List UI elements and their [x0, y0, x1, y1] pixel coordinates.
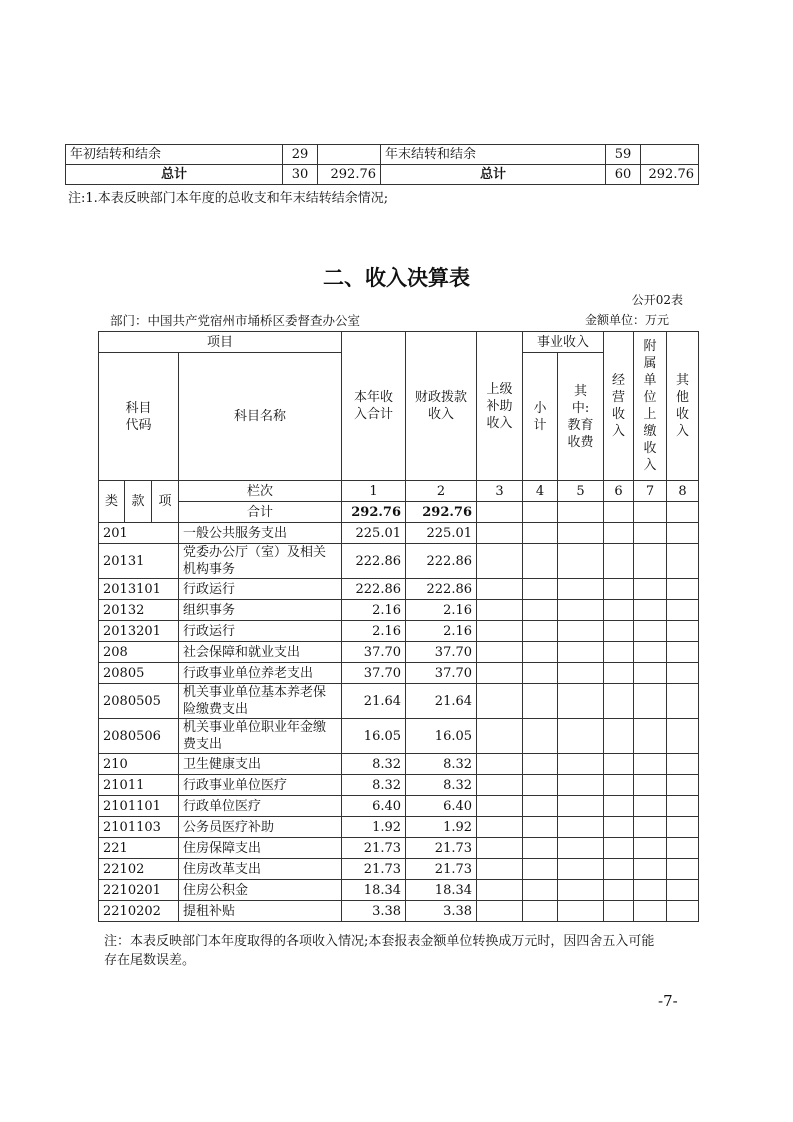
empty-cell: [558, 775, 604, 796]
summary-table: [65, 144, 699, 185]
row-code: 20131: [99, 544, 179, 579]
header-lei: 类: [99, 481, 125, 523]
unit-label: 金额单位：万元: [584, 313, 669, 327]
row-code: 2013101: [99, 579, 179, 600]
row-name: 行政事业单位医疗: [179, 775, 342, 796]
row-fiscal: 16.05: [406, 719, 477, 754]
empty-cell: [667, 754, 699, 775]
table-row: [66, 165, 699, 185]
row-total: 18.34: [342, 880, 406, 901]
empty-cell: [477, 663, 523, 684]
empty-cell: [477, 901, 523, 922]
row-name: 住房保障支出: [179, 838, 342, 859]
empty-cell: [477, 838, 523, 859]
row-fiscal: 8.32: [406, 775, 477, 796]
row-fiscal: 2.16: [406, 621, 477, 642]
table-row: [99, 719, 699, 754]
table-row: [99, 579, 699, 600]
empty-cell: [604, 684, 634, 719]
empty-cell: [634, 838, 667, 859]
sum-total: 292.76: [342, 502, 406, 523]
left-no: 29: [283, 145, 318, 165]
header-business: 事业收入: [523, 332, 604, 353]
empty-cell: [523, 796, 558, 817]
header-code: 科目 代码: [99, 353, 179, 481]
row-fiscal: 6.40: [406, 796, 477, 817]
empty-cell: [523, 817, 558, 838]
empty-cell: [558, 600, 604, 621]
row-fiscal: 8.32: [406, 754, 477, 775]
empty-cell: [634, 621, 667, 642]
table-row: [99, 684, 699, 719]
column-label: 栏次: [179, 481, 342, 502]
empty-cell: [558, 544, 604, 579]
empty-cell: [667, 859, 699, 880]
empty-cell: [634, 642, 667, 663]
row-name: 党委办公厅（室）及相关机构事务: [179, 544, 342, 579]
income-table: [98, 331, 699, 922]
empty-cell: [667, 817, 699, 838]
empty-cell: [477, 579, 523, 600]
empty-cell: [477, 859, 523, 880]
empty-cell: [558, 859, 604, 880]
empty-cell: [667, 642, 699, 663]
empty-cell: [634, 579, 667, 600]
empty-cell: [604, 544, 634, 579]
empty-cell: [523, 621, 558, 642]
empty-cell: [523, 544, 558, 579]
empty-cell: [667, 880, 699, 901]
empty-cell: [604, 880, 634, 901]
row-total: 21.64: [342, 684, 406, 719]
empty-cell: [523, 579, 558, 600]
row-fiscal: 3.38: [406, 901, 477, 922]
empty-cell: [667, 600, 699, 621]
empty-cell: [634, 796, 667, 817]
row-name: 卫生健康支出: [179, 754, 342, 775]
empty-cell: [604, 796, 634, 817]
empty-cell: [667, 663, 699, 684]
empty-cell: [477, 880, 523, 901]
empty-cell: [558, 838, 604, 859]
col-num: 5: [558, 481, 604, 502]
table-row: [99, 754, 699, 775]
table-row: [99, 544, 699, 579]
sum-fiscal: 292.76: [406, 502, 477, 523]
row-code: 2080505: [99, 684, 179, 719]
empty-cell: [634, 684, 667, 719]
row-total: 2.16: [342, 621, 406, 642]
col-num: 4: [523, 481, 558, 502]
row-code: 2101101: [99, 796, 179, 817]
table-row: [99, 796, 699, 817]
sum-label: 合计: [179, 502, 342, 523]
empty-cell: [667, 621, 699, 642]
row-code: 2080506: [99, 719, 179, 754]
empty-cell: [634, 600, 667, 621]
row-code: 20132: [99, 600, 179, 621]
empty-cell: [523, 754, 558, 775]
empty-cell: [604, 523, 634, 544]
empty-cell: [523, 838, 558, 859]
table-row: [66, 145, 699, 165]
empty-cell: [523, 684, 558, 719]
empty-cell: [477, 544, 523, 579]
right-label: 年末结转和结余: [381, 145, 606, 165]
form-number: 公开02表: [631, 293, 683, 307]
right-no: 59: [606, 145, 641, 165]
empty-cell: [604, 719, 634, 754]
empty-cell: [604, 754, 634, 775]
header-item: 项目: [99, 332, 342, 353]
row-name: 公务员医疗补助: [179, 817, 342, 838]
empty-cell: [634, 817, 667, 838]
row-name: 一般公共服务支出: [179, 523, 342, 544]
table-row: [99, 642, 699, 663]
row-name: 提租补贴: [179, 901, 342, 922]
table-row: [99, 600, 699, 621]
empty-cell: [477, 775, 523, 796]
table-row: [99, 775, 699, 796]
header-name: 科目名称: [179, 353, 342, 481]
empty-cell: [523, 642, 558, 663]
header-subtotal: 小 计: [523, 353, 558, 481]
row-name: 行政事业单位养老支出: [179, 663, 342, 684]
row-code: 221: [99, 838, 179, 859]
header-total: 本年收 入合计: [342, 332, 406, 481]
left-val: 292.76: [318, 165, 381, 185]
empty-cell: [667, 579, 699, 600]
empty-cell: [667, 838, 699, 859]
row-code: 2210201: [99, 880, 179, 901]
empty-cell: [634, 775, 667, 796]
row-fiscal: 21.73: [406, 838, 477, 859]
empty-cell: [604, 901, 634, 922]
row-total: 6.40: [342, 796, 406, 817]
empty-cell: [523, 880, 558, 901]
empty-cell: [558, 719, 604, 754]
col-num: 7: [634, 481, 667, 502]
row-name: 社会保障和就业支出: [179, 642, 342, 663]
empty-cell: [604, 642, 634, 663]
row-code: 2101103: [99, 817, 179, 838]
header-xiang: 项: [152, 481, 179, 523]
col-num: 8: [667, 481, 699, 502]
empty-cell: [667, 796, 699, 817]
row-total: 21.73: [342, 838, 406, 859]
header-affiliated: 附 属 单 位 上 缴 收 入: [634, 332, 667, 481]
row-total: 2.16: [342, 600, 406, 621]
empty-cell: [604, 663, 634, 684]
table-row: [99, 663, 699, 684]
row-code: 208: [99, 642, 179, 663]
row-code: 201: [99, 523, 179, 544]
page-number: -7-: [658, 992, 678, 1010]
row-name: 行政运行: [179, 579, 342, 600]
empty-cell: [477, 719, 523, 754]
row-fiscal: 21.64: [406, 684, 477, 719]
row-name: 住房改革支出: [179, 859, 342, 880]
row-name: 组织事务: [179, 600, 342, 621]
left-label: 年初结转和结余: [66, 145, 283, 165]
row-code: 21011: [99, 775, 179, 796]
row-total: 3.38: [342, 901, 406, 922]
empty-cell: [523, 901, 558, 922]
row-fiscal: 21.73: [406, 859, 477, 880]
empty-cell: [558, 642, 604, 663]
row-code: 2013201: [99, 621, 179, 642]
section-title: 二、收入决算表: [323, 266, 470, 290]
empty-cell: [477, 621, 523, 642]
row-name: 机关事业单位职业年金缴费支出: [179, 719, 342, 754]
table-row: [99, 621, 699, 642]
row-name: 住房公积金: [179, 880, 342, 901]
empty-cell: [477, 796, 523, 817]
empty-cell: [558, 901, 604, 922]
empty-cell: [604, 775, 634, 796]
row-fiscal: 222.86: [406, 579, 477, 600]
empty-cell: [523, 600, 558, 621]
row-code: 22102: [99, 859, 179, 880]
empty-cell: [477, 523, 523, 544]
empty-cell: [667, 901, 699, 922]
right-label: 总计: [381, 165, 606, 185]
row-code: 20805: [99, 663, 179, 684]
empty-cell: [523, 859, 558, 880]
header-superior: 上级 补助 收入: [477, 332, 523, 481]
row-total: 21.73: [342, 859, 406, 880]
row-code: 2210202: [99, 901, 179, 922]
row-name: 机关事业单位基本养老保险缴费支出: [179, 684, 342, 719]
header-kuan: 款: [125, 481, 152, 523]
empty-cell: [634, 754, 667, 775]
col-num: 3: [477, 481, 523, 502]
empty-cell: [604, 817, 634, 838]
row-fiscal: 37.70: [406, 663, 477, 684]
table-row: [99, 880, 699, 901]
row-total: 37.70: [342, 663, 406, 684]
row-name: 行政运行: [179, 621, 342, 642]
empty-cell: [667, 775, 699, 796]
empty-cell: [477, 684, 523, 719]
empty-cell: [634, 523, 667, 544]
income-note: 注：本表反映部门本年度取得的各项收入情况;本套报表金额单位转换成万元时，因四舍五入可能存在尾数误差。: [104, 934, 655, 968]
empty-cell: [667, 719, 699, 754]
row-code: 210: [99, 754, 179, 775]
empty-cell: [558, 796, 604, 817]
empty-cell: [477, 642, 523, 663]
empty-cell: [667, 544, 699, 579]
empty-cell: [667, 684, 699, 719]
row-fiscal: 222.86: [406, 544, 477, 579]
row-total: 1.92: [342, 817, 406, 838]
empty-cell: [558, 880, 604, 901]
header-fiscal: 财政拨款 收入: [406, 332, 477, 481]
empty-cell: [523, 663, 558, 684]
header-operating: 经 营 收 入: [604, 332, 634, 481]
row-total: 222.86: [342, 579, 406, 600]
empty-cell: [477, 754, 523, 775]
empty-cell: [558, 523, 604, 544]
table-row: [99, 859, 699, 880]
row-total: 8.32: [342, 775, 406, 796]
col-num: 1: [342, 481, 406, 502]
right-val: [641, 145, 699, 165]
row-fiscal: 2.16: [406, 600, 477, 621]
row-name: 行政单位医疗: [179, 796, 342, 817]
right-no: 60: [606, 165, 641, 185]
row-total: 225.01: [342, 523, 406, 544]
empty-cell: [477, 817, 523, 838]
table-row: [99, 523, 699, 544]
row-total: 222.86: [342, 544, 406, 579]
empty-cell: [634, 544, 667, 579]
empty-cell: [604, 838, 634, 859]
empty-cell: [634, 663, 667, 684]
summary-note: 注:1.本表反映部门本年度的总收支和年末结转结余情况;: [68, 191, 389, 206]
empty-cell: [604, 621, 634, 642]
empty-cell: [634, 719, 667, 754]
empty-cell: [558, 684, 604, 719]
empty-cell: [523, 775, 558, 796]
left-label: 总计: [66, 165, 283, 185]
empty-cell: [634, 901, 667, 922]
table-row: [99, 817, 699, 838]
empty-cell: [523, 523, 558, 544]
empty-cell: [634, 880, 667, 901]
row-fiscal: 37.70: [406, 642, 477, 663]
empty-cell: [604, 579, 634, 600]
header-other: 其 他 收 入: [667, 332, 699, 481]
right-val: 292.76: [641, 165, 699, 185]
row-total: 16.05: [342, 719, 406, 754]
table-row: [99, 838, 699, 859]
header-edu: 其 中: 教育 收费: [558, 353, 604, 481]
row-fiscal: 1.92: [406, 817, 477, 838]
empty-cell: [558, 817, 604, 838]
col-num: 6: [604, 481, 634, 502]
empty-cell: [558, 579, 604, 600]
empty-cell: [634, 859, 667, 880]
row-total: 8.32: [342, 754, 406, 775]
row-fiscal: 18.34: [406, 880, 477, 901]
empty-cell: [477, 600, 523, 621]
row-fiscal: 225.01: [406, 523, 477, 544]
row-total: 37.70: [342, 642, 406, 663]
empty-cell: [523, 719, 558, 754]
empty-cell: [604, 859, 634, 880]
left-val: [318, 145, 381, 165]
empty-cell: [558, 621, 604, 642]
empty-cell: [558, 663, 604, 684]
department-label: 部门：中国共产党宿州市埇桥区委督查办公室: [110, 313, 361, 328]
left-no: 30: [283, 165, 318, 185]
table-row: [99, 901, 699, 922]
empty-cell: [558, 754, 604, 775]
empty-cell: [604, 600, 634, 621]
table-body: [99, 523, 699, 922]
col-num: 2: [406, 481, 477, 502]
empty-cell: [667, 523, 699, 544]
